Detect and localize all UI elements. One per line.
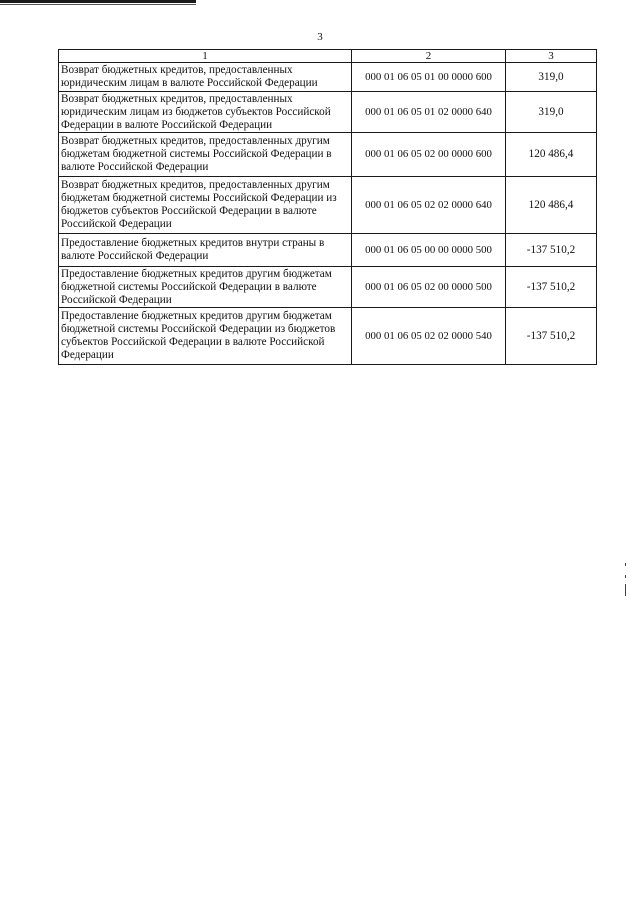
page-number: 3: [317, 31, 323, 43]
table-row: [59, 92, 597, 133]
row-name: Возврат бюджетных кредитов, предоставленных юридическим лицам в валюте Российской Федерации: [59, 63, 352, 92]
row-name: Возврат бюджетных кредитов, предоставленных другим бюджетам бюджетной системы Российской Федерации в валюте Российской Федерации: [59, 133, 352, 177]
row-name: Предоставление бюджетных кредитов внутри страны в валюте Российской Федерации: [59, 234, 352, 267]
row-amount: -137 510,2: [506, 267, 597, 308]
row-code: 000 01 06 05 02 00 0000 500: [352, 267, 506, 308]
scan-mark: [625, 584, 626, 596]
table-row: [59, 133, 597, 177]
row-amount: 120 486,4: [506, 177, 597, 234]
budget-credits-table: [58, 49, 597, 365]
row-code: 000 01 06 05 01 02 0000 640: [352, 92, 506, 133]
row-code: 000 01 06 05 01 00 0000 600: [352, 63, 506, 92]
row-name: Возврат бюджетных кредитов, предоставленных юридическим лицам из бюджетов субъектов Российской Федерации в валюте Российской Федерации: [59, 92, 352, 133]
row-amount: 120 486,4: [506, 133, 597, 177]
header-rule: [0, 0, 196, 3]
table-row: [59, 308, 597, 365]
row-name: Предоставление бюджетных кредитов другим бюджетам бюджетной системы Российской Федерации из бюджетов субъектов Российской Федерации в валюте Российской Федерации: [59, 308, 352, 365]
row-amount: -137 510,2: [506, 234, 597, 267]
table-row: [59, 234, 597, 267]
column-number-1: 1: [59, 50, 352, 63]
row-name: Предоставление бюджетных кредитов другим бюджетам бюджетной системы Российской Федерации в валюте Российской Федерации: [59, 267, 352, 308]
table-row: [59, 177, 597, 234]
column-number-3: 3: [506, 50, 597, 63]
row-code: 000 01 06 05 02 02 0000 640: [352, 177, 506, 234]
header-rule-thin: [0, 4, 196, 5]
row-amount: 319,0: [506, 92, 597, 133]
row-code: 000 01 06 05 02 00 0000 600: [352, 133, 506, 177]
scan-mark: [625, 563, 626, 566]
row-amount: 319,0: [506, 63, 597, 92]
scan-mark: [625, 575, 626, 578]
table-row: [59, 63, 597, 92]
row-amount: -137 510,2: [506, 308, 597, 365]
row-code: 000 01 06 05 02 02 0000 540: [352, 308, 506, 365]
column-number-2: 2: [352, 50, 506, 63]
column-number-row: [59, 50, 597, 63]
row-name: Возврат бюджетных кредитов, предоставленных другим бюджетам бюджетной системы Российской Федерации из бюджетов субъектов Российской Федерации в валюте Российской Федерации: [59, 177, 352, 234]
row-code: 000 01 06 05 00 00 0000 500: [352, 234, 506, 267]
table-row: [59, 267, 597, 308]
